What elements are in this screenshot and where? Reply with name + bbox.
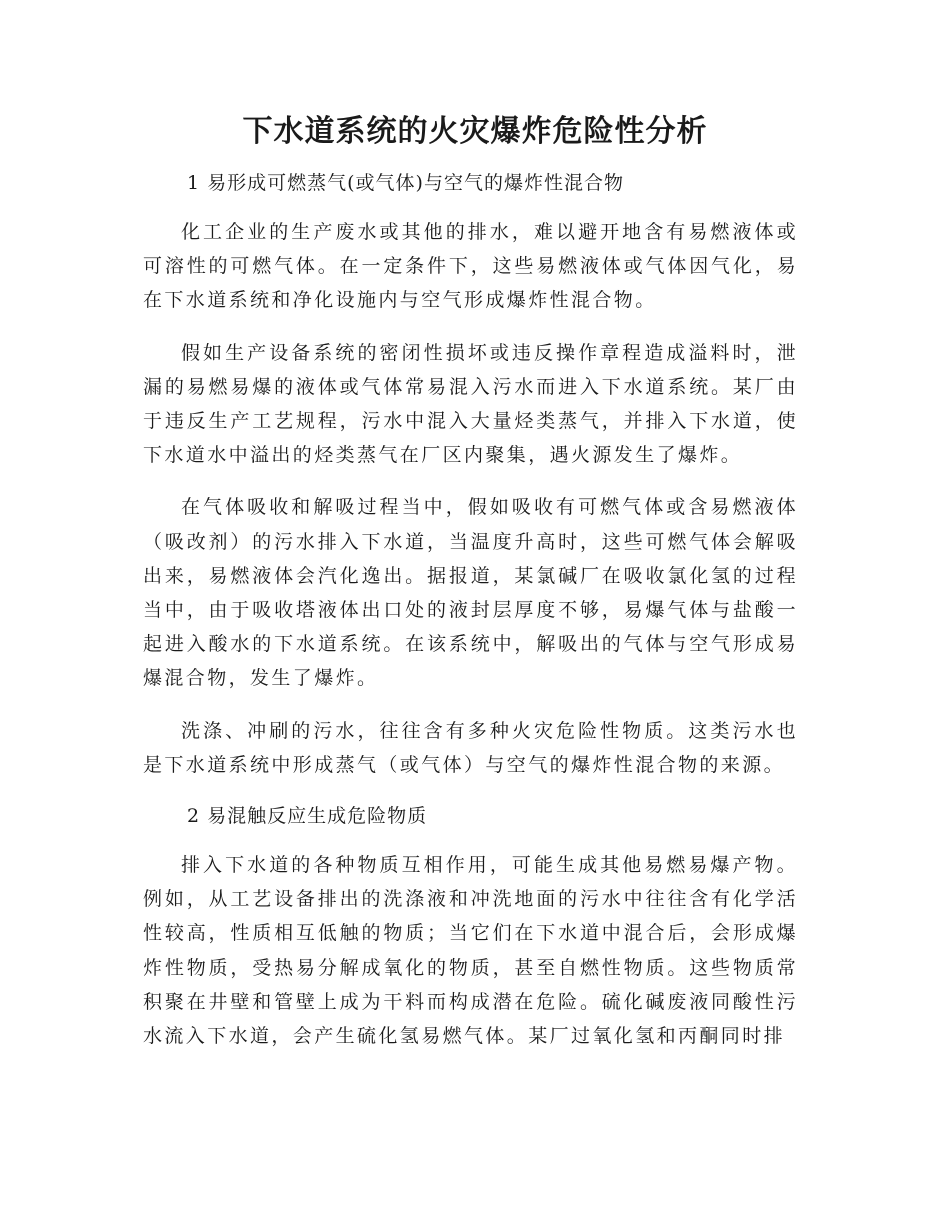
document-body xyxy=(143,167,798,1071)
section-heading-1: 1 易形成可燃蒸气(或气体)与空气的爆炸性混合物 xyxy=(187,172,624,194)
paragraph: 化工企业的生产废水或其他的排水，难以避开地含有易燃液体或可溶性的可燃气体。在一定条件下，这些易燃液体或气体因气化，易在下水道系统和净化设施内与空气形成爆炸性混合物。 xyxy=(143,221,798,312)
paragraph: 排入下水道的各种物质互相作用，可能生成其他易燃易爆产物。例如，从工艺设备排出的洗涤液和冲洗地面的污水中往往含有化学活性较高，性质相互低触的物质；当它们在下水道中混合后，会形成爆炸性物质，受热易分解成氧化的物质，甚至自燃性物质。这些物质常积聚在井壁和管壁上成为干料而构成潜在危险。硫化碱废液同酸性污水流入下水道，会产生硫化氢易燃气体。某厂过氧化氢和丙酮同时排 xyxy=(143,854,798,1048)
paragraph: 洗涤、冲刷的污水，往往含有多种火灾危险性物质。这类污水也是下水道系统中形成蒸气（或气体）与空气的爆炸性混合物的来源。 xyxy=(143,719,798,776)
section-heading-2: 2 易混触反应生成危险物质 xyxy=(187,805,428,828)
paragraph: 在气体吸收和解吸过程当中，假如吸收有可燃气体或含易燃液体（吸改剂）的污水排入下水道，当温度升高时，这些可燃气体会解吸出来，易燃液体会汽化逸出。据报道，某氯碱厂在吸收氯化氢的过程当中，由于吸收塔液体出口处的液封层厚度不够，易爆气体与盐酸一起进入酸水的下水道系统。在该系统中，解吸出的气体与空气形成易爆混合物，发生了爆炸。 xyxy=(143,496,798,690)
document-title: 下水道系统的火灾爆炸危险性分析 xyxy=(242,114,708,149)
paragraph: 假如生产设备系统的密闭性损坏或违反操作章程造成溢料时，泄漏的易燃易爆的液体或气体常易混入污水而进入下水道系统。某厂由于违反生产工艺规程，污水中混入大量烃类蒸气，并排入下水道，使下水道水中溢出的烃类蒸气在厂区内聚集，遇火源发生了爆炸。 xyxy=(143,341,798,467)
